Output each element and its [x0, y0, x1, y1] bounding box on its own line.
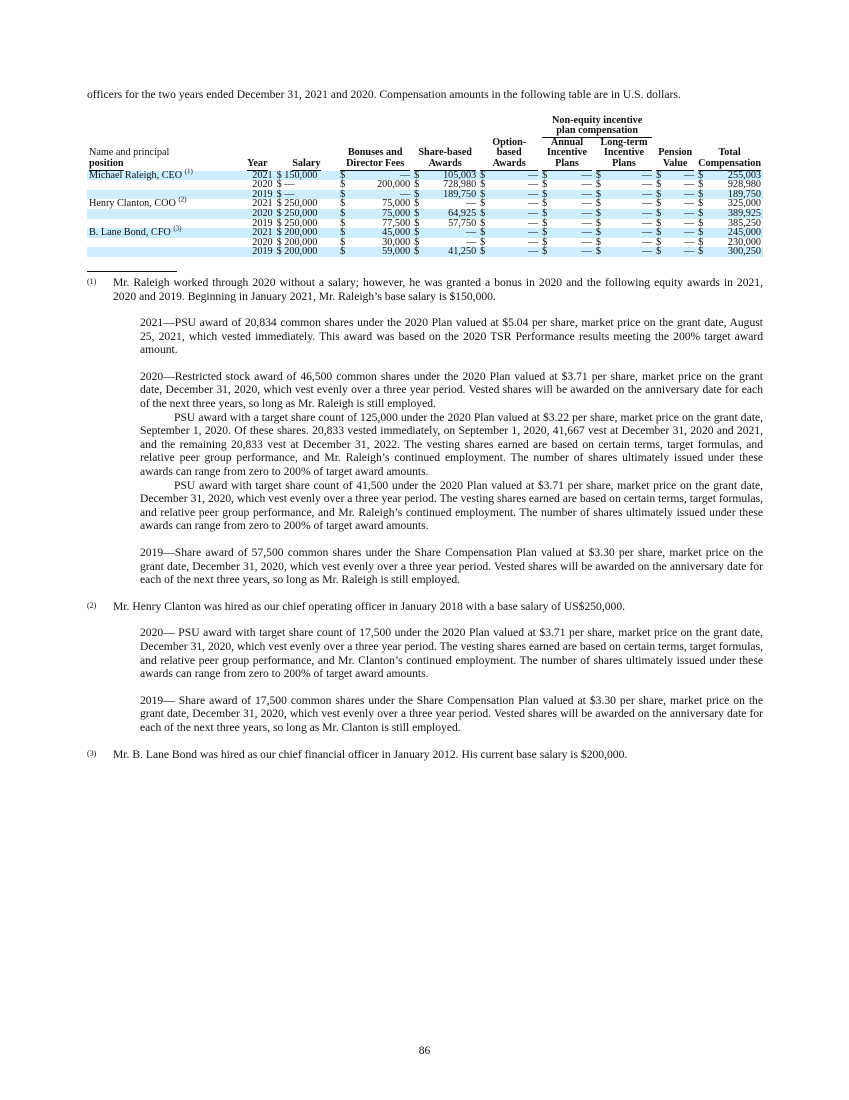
- name-text: Henry Clanton, COO: [89, 198, 176, 210]
- footnote: [87, 748, 763, 762]
- amount: 389,925: [727, 207, 761, 219]
- name-text: Michael Raleigh, CEO: [89, 169, 183, 181]
- amount: —: [641, 217, 653, 229]
- money: [698, 247, 761, 257]
- amount: —: [527, 169, 539, 181]
- amount: —: [581, 169, 592, 181]
- currency-sign: $: [542, 179, 548, 191]
- cell-year: 2021: [240, 228, 275, 238]
- amount: —: [465, 236, 477, 248]
- currency-sign: $: [656, 188, 662, 200]
- cell-salary: $ 250,000: [276, 217, 318, 229]
- cell-salary: $ 200,000: [275, 247, 339, 257]
- footnote-ref: (3): [173, 224, 182, 233]
- footnote-block: [140, 370, 763, 533]
- amount: —: [399, 169, 411, 181]
- currency-sign: $: [595, 227, 601, 239]
- currency-sign: $: [480, 169, 486, 181]
- cell-year: 2020: [252, 179, 273, 191]
- table-row: [87, 228, 763, 238]
- cell-year: 2019: [240, 190, 275, 200]
- currency-sign: $: [480, 179, 486, 191]
- cell-total: [696, 247, 763, 257]
- table-row: [87, 247, 763, 257]
- amount: —: [527, 227, 539, 239]
- footnote-block: [140, 626, 763, 680]
- footnote-mark: (2): [87, 600, 97, 610]
- amount: 75,000: [382, 198, 411, 210]
- footnote-block: [140, 546, 763, 587]
- cell-bonus: [338, 247, 412, 257]
- currency-sign: $: [480, 188, 486, 200]
- amount: 230,000: [727, 236, 761, 248]
- amount: —: [581, 188, 592, 200]
- currency-sign: $: [656, 179, 662, 191]
- currency-sign: $: [414, 227, 420, 239]
- currency-sign: $: [542, 246, 548, 258]
- cell-share: [412, 247, 478, 257]
- header-salary: Salary: [292, 157, 321, 169]
- amount: —: [581, 227, 592, 239]
- amount: 59,000: [382, 246, 411, 258]
- footnote-mark: (3): [87, 748, 97, 758]
- amount: —: [527, 207, 539, 219]
- cell-name: [87, 224, 240, 239]
- table-row: [87, 171, 763, 181]
- currency-sign: $: [698, 236, 704, 248]
- amount: 928,980: [727, 179, 761, 191]
- money: [480, 247, 538, 257]
- footnote-line: [87, 748, 763, 762]
- currency-sign: $: [698, 217, 704, 229]
- amount: 30,000: [382, 236, 411, 248]
- currency-sign: $: [480, 227, 486, 239]
- table-row: [87, 180, 763, 190]
- header-total: Total Compensation: [698, 147, 762, 169]
- cell-name: [87, 247, 240, 257]
- amount: —: [581, 236, 592, 248]
- cell-pension: [654, 247, 696, 257]
- cell-year: 2019: [252, 217, 273, 229]
- amount: —: [683, 169, 695, 181]
- currency-sign: $: [414, 179, 420, 191]
- amount: 45,000: [382, 227, 411, 239]
- footnote-mark: (1): [87, 276, 97, 286]
- amount: 189,750: [443, 188, 477, 200]
- amount: —: [527, 188, 539, 200]
- table-row: [87, 199, 763, 209]
- amount: —: [683, 207, 695, 219]
- amount: —: [641, 188, 653, 200]
- cell-name: [87, 209, 240, 219]
- amount: —: [527, 198, 539, 210]
- amount: 728,980: [443, 179, 477, 191]
- amount: 57,750: [448, 217, 477, 229]
- currency-sign: $: [480, 207, 486, 219]
- header-option: Option-based Awards: [478, 138, 540, 171]
- currency-sign: $: [656, 236, 662, 248]
- currency-sign: $: [595, 188, 601, 200]
- cell-year: 2021: [252, 198, 273, 210]
- amount: —: [465, 227, 477, 239]
- footnote-line: [87, 276, 763, 303]
- amount: —: [641, 169, 653, 181]
- currency-sign: $: [656, 246, 662, 258]
- currency-sign: $: [542, 207, 548, 219]
- footnote-ref: (2): [178, 195, 187, 204]
- footnote-paragraph: PSU award with a target share count of 125,000 under the 2020 Plan valued at $3.22 per share, market price on the grant date, September 1, 2020. Of these shares. 20,833 vested immediately, on September 1, 2020, 41,667 vest at December 31, 2020 and 2021, and the remaining 20,833 vest at December 31, 2022. The vesting shares earned are based on certain terms, target formulas, and relative peer group performance, and Mr. Raleigh’s continued employment. The number of shares ultimately issued under these awards can range from zero to 200% of target award amounts.: [140, 410, 763, 479]
- amount: —: [641, 227, 653, 239]
- currency-sign: $: [414, 169, 420, 181]
- footnote-text: Mr. Raleigh worked through 2020 without a salary; however, he was granted a bonus in 2020 and the following equity awards in 2021, 2020 and 2019. Beginning in January 2021, Mr. Raleigh’s base salary is $150,000.: [113, 275, 763, 303]
- currency-sign: $: [340, 198, 346, 210]
- amount: —: [581, 207, 592, 219]
- amount: 255,003: [727, 169, 761, 181]
- currency-sign: $: [656, 207, 662, 219]
- amount: 105,003: [443, 169, 477, 181]
- currency-sign: $: [595, 217, 601, 229]
- cell-salary: $ 200,000: [276, 236, 318, 248]
- currency-sign: $: [414, 246, 420, 258]
- amount: 385,250: [727, 217, 761, 229]
- amount: —: [641, 246, 653, 258]
- footnote-paragraph: 2020—Restricted stock award of 46,500 common shares under the 2020 Plan valued at $3.71 per share, market price on the grant date, December 31, 2020, which vest evenly over a three year period. Vested shares will be awarded on the anniversary date for each of the next three years, so long as Mr. Raleigh is still employed.: [140, 369, 763, 411]
- header-pension: Pension Value: [654, 138, 696, 171]
- amount: —: [683, 236, 695, 248]
- currency-sign: $: [542, 227, 548, 239]
- cell-salary: $ —: [275, 190, 339, 200]
- amount: —: [527, 236, 539, 248]
- currency-sign: $: [340, 236, 346, 248]
- table-row: [87, 190, 763, 200]
- currency-sign: $: [698, 227, 704, 239]
- cell-year: 2020: [240, 209, 275, 219]
- currency-sign: $: [340, 246, 346, 258]
- cell-salary: $ —: [276, 179, 295, 191]
- currency-sign: $: [698, 188, 704, 200]
- currency-sign: $: [480, 236, 486, 248]
- currency-sign: $: [595, 169, 601, 181]
- currency-sign: $: [542, 236, 548, 248]
- footnote-line: [87, 600, 763, 614]
- currency-sign: $: [340, 169, 346, 181]
- header-longterm: Long-term Incentive Plans: [594, 138, 654, 171]
- cell-name: [87, 195, 240, 210]
- cell-annual: [540, 247, 594, 257]
- footnote-paragraph: 2019—Share award of 57,500 common shares under the Share Compensation Plan valued at $3.30 per share, market price on the grant date, December 31, 2020, which vest evenly over a three year period. Vested shares will be awarded on the anniversary date for each of the next three years, so long as Mr. Raleigh is still employed.: [140, 546, 763, 587]
- currency-sign: $: [414, 198, 420, 210]
- currency-sign: $: [340, 217, 346, 229]
- footnote-ref: (1): [184, 167, 193, 176]
- table-row: [87, 238, 763, 248]
- amount: 300,250: [727, 246, 761, 258]
- money: [656, 247, 694, 257]
- currency-sign: $: [542, 217, 548, 229]
- cell-salary: $ 250,000: [275, 209, 339, 219]
- currency-sign: $: [542, 188, 548, 200]
- currency-sign: $: [480, 198, 486, 210]
- header-share: Share-based Awards: [412, 138, 478, 171]
- currency-sign: $: [414, 188, 420, 200]
- currency-sign: $: [656, 217, 662, 229]
- currency-sign: $: [656, 198, 662, 210]
- amount: —: [683, 217, 695, 229]
- amount: —: [641, 179, 653, 191]
- cell-year: 2020: [252, 236, 273, 248]
- currency-sign: $: [595, 198, 601, 210]
- footnote-paragraph: PSU award with target share count of 41,500 under the 2020 Plan valued at $3.71 per share, market price on the grant date, December 31, 2020, which vest evenly over a three year period. The vesting shares earned are based on certain terms, target formulas, and relative peer group performance, and Mr. Raleigh’s continued employment. The number of shares ultimately issued under these awards can range from zero to 200% of target award amounts.: [140, 478, 763, 533]
- document-page: [87, 88, 763, 761]
- amount: —: [581, 246, 592, 258]
- currency-sign: $: [698, 198, 704, 210]
- money: [340, 247, 410, 257]
- cell-option: [478, 247, 540, 257]
- header-annual: Annual Incentive Plans: [540, 138, 594, 171]
- currency-sign: $: [698, 169, 704, 181]
- footnotes: [87, 276, 763, 761]
- amount: 41,250: [448, 246, 477, 258]
- amount: 75,000: [382, 207, 411, 219]
- currency-sign: $: [595, 207, 601, 219]
- amount: —: [581, 179, 592, 191]
- amount: —: [641, 236, 653, 248]
- cell-name: [87, 238, 240, 248]
- amount: —: [683, 227, 695, 239]
- page-number: 86: [418, 1044, 431, 1057]
- name-text: B. Lane Bond, CFO: [89, 227, 171, 239]
- money: [542, 247, 592, 257]
- currency-sign: $: [480, 246, 486, 258]
- currency-sign: $: [595, 246, 601, 258]
- amount: 325,000: [727, 198, 761, 210]
- amount: 189,750: [727, 188, 761, 200]
- header-name: Name and principal position: [89, 147, 170, 169]
- group-header: Non-equity incentive plan compensation: [540, 116, 654, 138]
- header-year: Year: [247, 157, 268, 169]
- cell-year: 2021: [240, 171, 275, 181]
- amount: —: [683, 179, 695, 191]
- compensation-table: [87, 116, 763, 257]
- footnote-text: Mr. Henry Clanton was hired as our chief operating officer in January 2018 with a base salary of US$250,000.: [113, 599, 626, 613]
- amount: —: [581, 198, 592, 210]
- amount: —: [399, 188, 411, 200]
- footnote-paragraph: 2019— Share award of 17,500 common shares under the Share Compensation Plan valued at $3.30 per share, market price on the grant date, December 31, 2020, which vest evenly over a three year period. Vested shares will be awarded on the anniversary date for each of the next three years, so long as Mr. Clanton is still employed.: [140, 693, 763, 734]
- currency-sign: $: [656, 227, 662, 239]
- cell-longterm: [594, 247, 654, 257]
- footnote-block: [140, 694, 763, 735]
- footnote-text: Mr. B. Lane Bond was hired as our chief financial officer in January 2012. His current base salary is $200,000.: [113, 747, 628, 761]
- footnote-divider: [87, 271, 177, 272]
- currency-sign: $: [340, 188, 346, 200]
- amount: —: [641, 207, 653, 219]
- cell-name: [87, 180, 240, 190]
- amount: —: [581, 217, 592, 229]
- currency-sign: $: [698, 207, 704, 219]
- currency-sign: $: [656, 169, 662, 181]
- footnote: [87, 276, 763, 587]
- footnote-paragraph: 2021—PSU award of 20,834 common shares under the 2020 Plan valued at $5.04 per share, market price on the grant date, August 25, 2021, which vested immediately. This award was based on the 2020 TSR Performance results meeting the 200% target award amount.: [140, 316, 763, 357]
- currency-sign: $: [698, 179, 704, 191]
- currency-sign: $: [698, 246, 704, 258]
- currency-sign: $: [542, 169, 548, 181]
- amount: 64,925: [448, 207, 477, 219]
- amount: —: [527, 179, 539, 191]
- amount: —: [683, 198, 695, 210]
- amount: —: [641, 198, 653, 210]
- cell-year: 2019: [240, 247, 275, 257]
- currency-sign: $: [542, 198, 548, 210]
- cell-salary: $ 250,000: [276, 198, 318, 210]
- header-bonus: Bonuses and Director Fees: [338, 138, 412, 171]
- money: [414, 247, 476, 257]
- currency-sign: $: [414, 217, 420, 229]
- amount: —: [465, 198, 477, 210]
- currency-sign: $: [340, 179, 346, 191]
- footnote: [87, 600, 763, 735]
- currency-sign: $: [340, 207, 346, 219]
- table-row: [87, 219, 763, 229]
- cell-salary: $ 150,000: [275, 171, 339, 181]
- currency-sign: $: [595, 179, 601, 191]
- cell-name: [87, 167, 240, 181]
- money: [596, 247, 652, 257]
- amount: —: [527, 217, 539, 229]
- currency-sign: $: [595, 236, 601, 248]
- amount: —: [527, 246, 539, 258]
- amount: —: [683, 188, 695, 200]
- table-body: [87, 167, 763, 258]
- amount: —: [683, 246, 695, 258]
- currency-sign: $: [414, 207, 420, 219]
- amount: 245,000: [727, 227, 761, 239]
- amount: 200,000: [377, 179, 411, 191]
- cell-salary: $ 200,000: [275, 228, 339, 238]
- footnote-block: [140, 316, 763, 357]
- intro-paragraph: officers for the two years ended December 31, 2021 and 2020. Compensation amounts in the following table are in U.S. dollars.: [87, 88, 681, 101]
- currency-sign: $: [340, 227, 346, 239]
- currency-sign: $: [480, 217, 486, 229]
- amount: 77,500: [382, 217, 411, 229]
- table-row: [87, 209, 763, 219]
- currency-sign: $: [414, 236, 420, 248]
- footnote-paragraph: 2020— PSU award with target share count of 17,500 under the 2020 Plan valued at $3.71 per share, market price on the grant date, December 31, 2020, which vest evenly over a three year period. The vesting shares earned are based on certain terms, target formulas, and relative peer group performance, and Mr. Clanton’s continued employment. The number of shares ultimately issued under these awards can range from zero to 200% of target award amounts.: [140, 626, 763, 681]
